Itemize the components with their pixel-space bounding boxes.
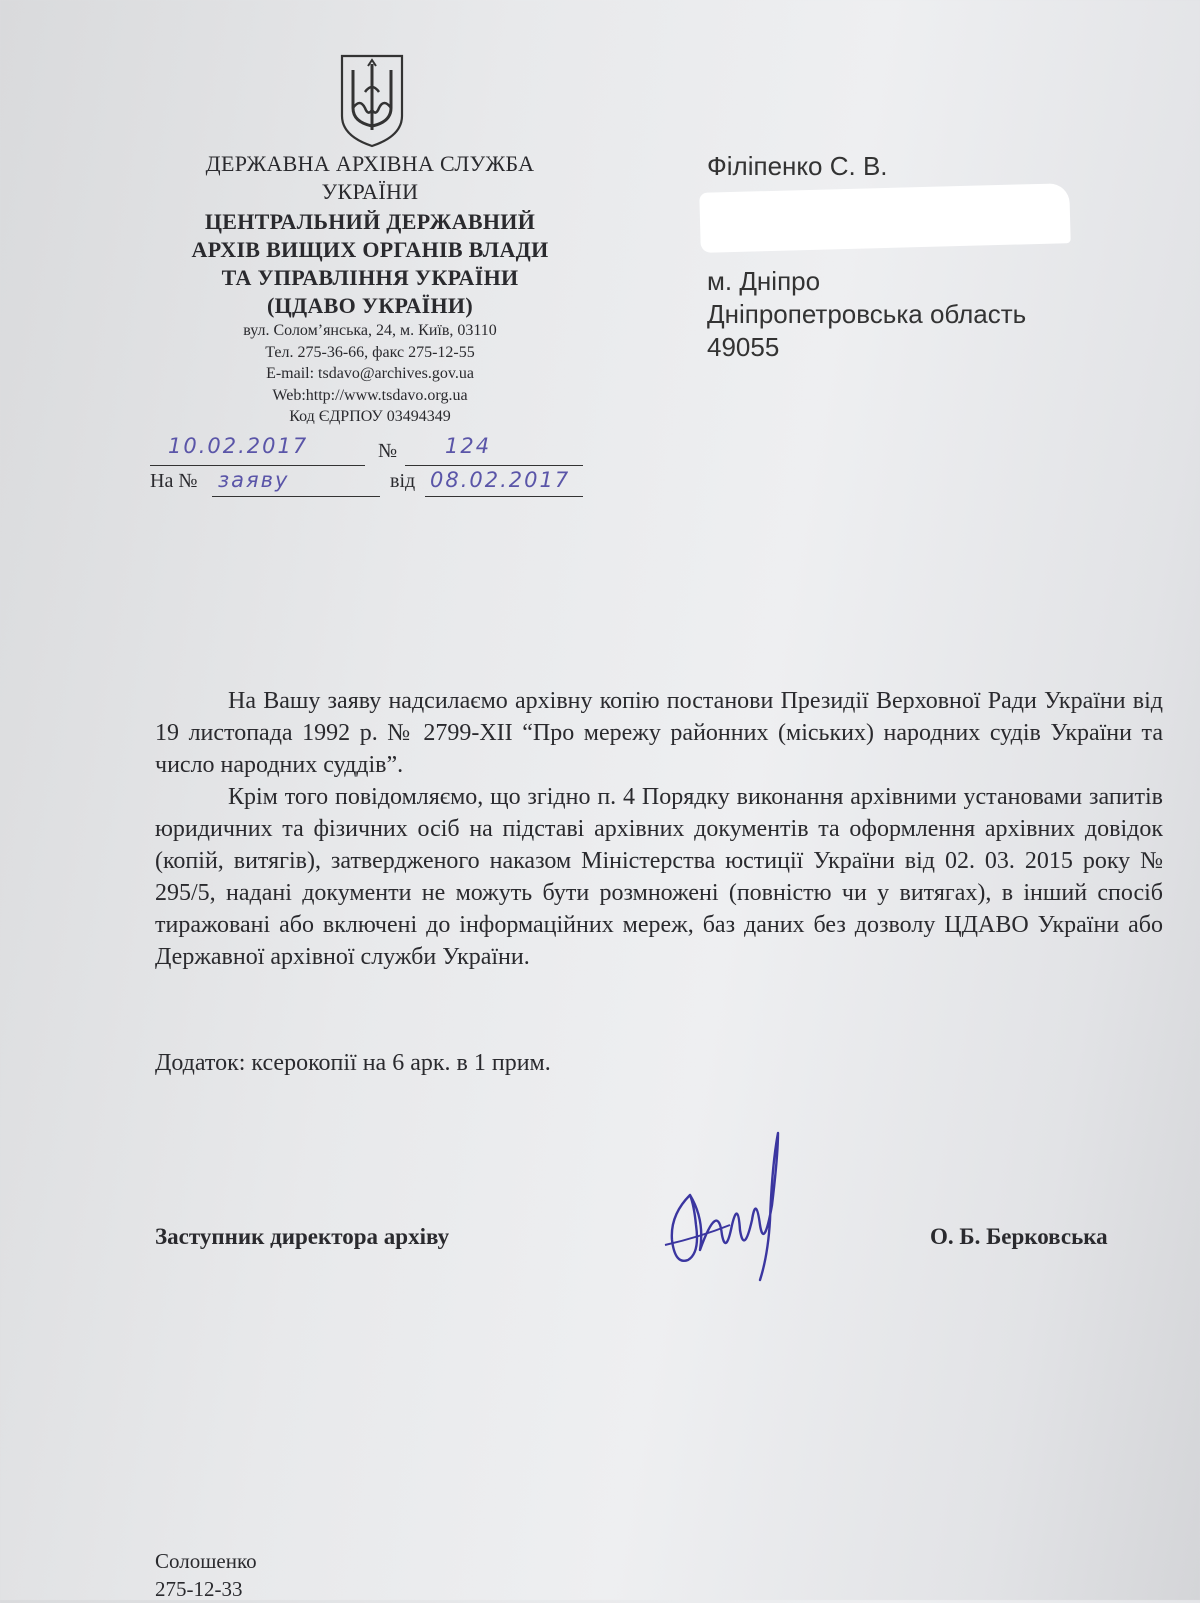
executor-phone: 275-12-33	[155, 1577, 243, 1601]
archive-name-line3: ТА УПРАВЛІННЯ УКРАЇНИ	[221, 265, 519, 290]
service-name-line1: ДЕРЖАВНА АРХІВНА СЛУЖБА	[205, 151, 535, 176]
signatory-name: О. Б. Берковська	[930, 1224, 1108, 1249]
ref-underline	[212, 496, 380, 497]
ref-value: заяву	[218, 468, 290, 492]
archive-phone: Тел. 275-36-66, факс 275-12-55	[265, 343, 475, 361]
redacted-address	[699, 183, 1070, 253]
outgoing-number: 124	[445, 434, 492, 458]
number-underline	[405, 465, 583, 466]
recipient-name: Філіпенко С. В.	[707, 151, 888, 181]
letter-body	[155, 685, 1163, 973]
ref-label: На №	[150, 470, 198, 492]
handwritten-signature	[660, 1125, 810, 1285]
archive-address: вул. Солом’янська, 24, м. Київ, 03110	[243, 322, 497, 339]
recipient-postcode: 49055	[707, 332, 780, 362]
recipient-block	[707, 150, 1167, 364]
archive-code: Код ЄДРПОУ 03494349	[289, 408, 451, 425]
trident-emblem-icon	[338, 52, 406, 148]
date-underline	[150, 465, 365, 466]
executor-name: Солошенко	[155, 1549, 257, 1573]
archive-name-line1: ЦЕНТРАЛЬНИЙ ДЕРЖАВНИЙ	[204, 209, 536, 234]
body-paragraph-1: На Вашу заяву надсилаємо архівну копію постанови Президії Верховної Ради України від 19 листопада 1992 р. № 2799-XII “Про мережу районних (міських) народних судів України та число народних суддів”.	[155, 688, 1163, 778]
archive-web: Web:http://www.tsdavo.org.ua	[272, 386, 468, 404]
archive-email: E-mail: tsdavo@archives.gov.ua	[266, 365, 474, 382]
recipient-city: м. Дніпро	[707, 266, 821, 296]
recipient-region: Дніпропетровська область	[707, 299, 1027, 329]
organization-header	[150, 150, 590, 428]
executor-block	[155, 1547, 257, 1603]
service-name-line2: УКРАЇНИ	[321, 179, 419, 204]
archive-name-line4: (ЦДАВО УКРАЇНИ)	[267, 293, 473, 318]
outgoing-date: 10.02.2017	[168, 434, 309, 458]
archive-name-line2: АРХІВ ВИЩИХ ОРГАНІВ ВЛАДИ	[191, 237, 549, 262]
from-underline	[425, 496, 583, 497]
number-label: №	[378, 440, 398, 462]
body-paragraph-2: Крім того повідомляємо, що згідно п. 4 Порядку виконання архівними установами запитів юридичних та фізичних осіб на підставі архівних документів та оформлення архівних довідок (копій, витягів), затвердженого наказом Міністерства юстиції України від 02. 03. 2015 року № 295/5, надані документи не можуть бути розмножені (повністю чи у витягах), в інший спосіб тиражовані або включені до інформаційних мереж, баз даних без дозволу ЦДАВО України або Державної архівної служби України.	[155, 784, 1163, 970]
from-date: 08.02.2017	[430, 468, 571, 492]
attachment-note: Додаток: ксерокопії на 6 арк. в 1 прим.	[155, 1050, 551, 1076]
signatory-position: Заступник директора архіву	[155, 1224, 450, 1249]
from-label: від	[390, 470, 416, 492]
